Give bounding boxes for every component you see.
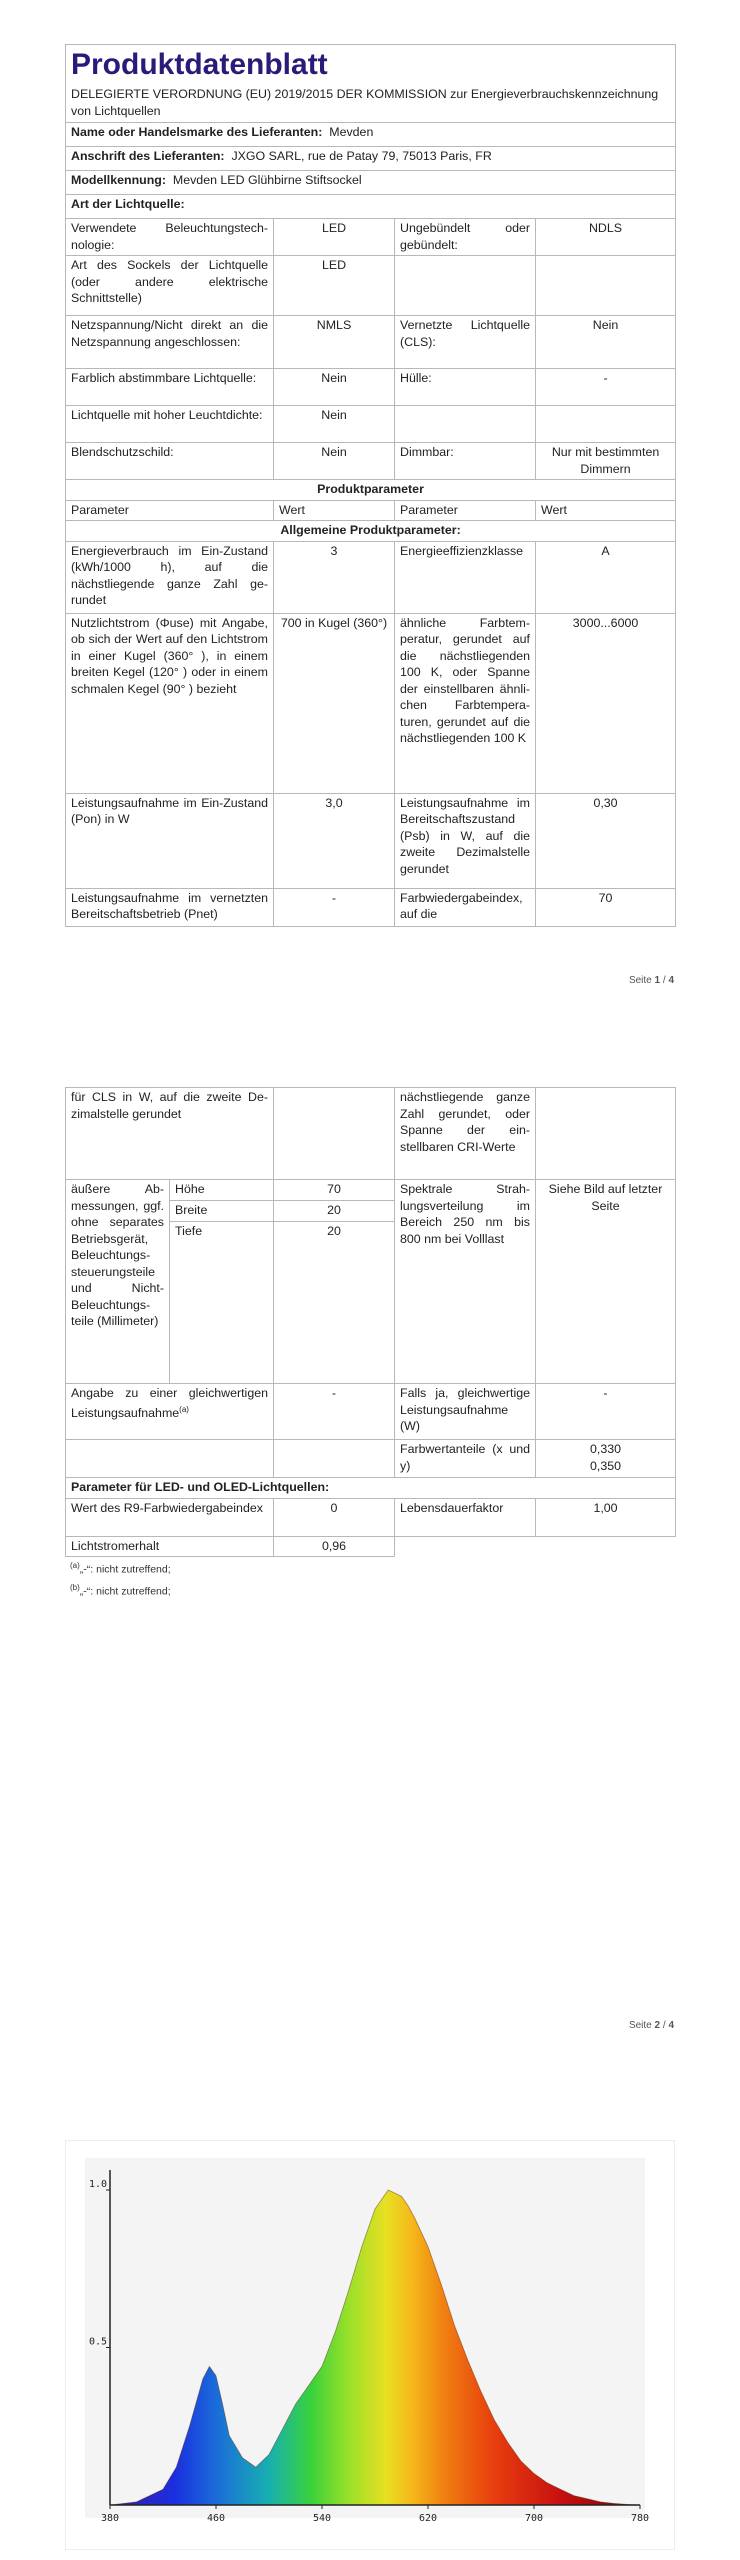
supplier-address-row bbox=[66, 147, 676, 171]
col-header-param: Parameter bbox=[66, 500, 274, 521]
x-tick-label: 700 bbox=[524, 2513, 544, 2524]
footnote-a: $^{(a)}$„-“: nicht zutreffend; bbox=[70, 1561, 171, 1576]
param-value: - bbox=[536, 369, 676, 406]
param-label: Art des Sockels der Lichtquelle (oder andere elektrische Schnittstelle) bbox=[66, 256, 274, 316]
doc-subtitle: DELEGIERTE VERORDNUNG (EU) 2019/2015 DER KOMMISSION zur Energieverbrauchskennzeichnung von Lichtquellen bbox=[71, 87, 659, 118]
supplier-address-label: Anschrift des Lieferanten: bbox=[71, 149, 225, 163]
param-value: 3 bbox=[274, 541, 395, 613]
param-value: 700 in Kugel (360°) bbox=[274, 613, 395, 793]
param-label: Hülle: bbox=[395, 369, 536, 406]
param-label bbox=[395, 406, 536, 443]
param-label: Energieverbrauch im Ein-Zustand (kWh/1000 h), auf die nächstliegende ganze Zahl gerundet bbox=[66, 541, 274, 613]
type-row bbox=[66, 369, 676, 406]
height-label: Höhe bbox=[170, 1180, 274, 1201]
spectral-label: Spektrale Strahlungsverteilung im Bereich 250 nm bis 800 nm bei Volllast bbox=[395, 1180, 536, 1384]
col-header-value: Wert bbox=[536, 500, 676, 521]
model-row bbox=[66, 171, 676, 195]
split-row-part-2 bbox=[66, 1088, 676, 1180]
param-label: Farbwiedergabeindex, auf die bbox=[395, 888, 536, 926]
param-value: - bbox=[274, 888, 395, 926]
param-value bbox=[536, 256, 676, 316]
page-number-1: Seite 1 / 4 bbox=[628, 975, 674, 986]
light-source-type-heading: Art der Lichtquelle: bbox=[66, 195, 676, 219]
param-label: Verwendete Beleuchtungstechnologie: bbox=[66, 219, 274, 256]
x-tick-label: 460 bbox=[206, 2513, 226, 2524]
param-label: ähnliche Farbtemperatur, gerundet auf die nächstliegenden 100 K, oder Spanne der einstellbaren ähnlichen Farbtemperaturen, gerundet auf die nächstliegenden 100 K bbox=[395, 613, 536, 793]
col-header-param: Parameter bbox=[395, 500, 536, 521]
r9-value: 0 bbox=[274, 1498, 395, 1536]
x-tick-label: 380 bbox=[100, 2513, 120, 2524]
param-label: Vernetzte Lichtquelle (CLS): bbox=[395, 316, 536, 369]
column-header-row bbox=[66, 500, 676, 521]
spectral-value: Siehe Bild auf letzter Seite bbox=[536, 1180, 676, 1384]
chroma-x: 0,330 bbox=[589, 1442, 621, 1456]
general-params-heading: Allgemeine Produktparameter: bbox=[66, 521, 676, 542]
x-tick-label: 540 bbox=[312, 2513, 332, 2524]
param-label: Blendschutzschild: bbox=[66, 443, 274, 480]
param-value-empty bbox=[274, 1088, 395, 1180]
general-row bbox=[66, 793, 676, 888]
supplier-name: Mevden bbox=[329, 125, 374, 139]
param-label bbox=[395, 256, 536, 316]
supplier-address: JXGO SARL, rue de Patay 79, 75013 Paris, FR bbox=[231, 149, 492, 163]
dimensions-row bbox=[66, 1180, 676, 1201]
equiv-value: - bbox=[274, 1384, 395, 1440]
param-label: Netzspannung/Nicht direkt an die Netzspannung angeschlossen: bbox=[66, 316, 274, 369]
general-row bbox=[66, 541, 676, 613]
param-value: 3,0 bbox=[274, 793, 395, 888]
col-header-value: Wert bbox=[274, 500, 395, 521]
depth-value: 20 bbox=[274, 1221, 395, 1383]
param-label: Lichtquelle mit hoher Leuchtdichte: bbox=[66, 406, 274, 443]
type-row bbox=[66, 256, 676, 316]
led-params-heading: Parameter für LED- und OLED-Lichtquellen: bbox=[66, 1478, 676, 1499]
lifetime-label: Lebensdauerfaktor bbox=[395, 1498, 536, 1536]
param-value: Nein bbox=[274, 406, 395, 443]
equiv-power-value: - bbox=[536, 1384, 676, 1440]
product-sheet-table-p1 bbox=[65, 44, 676, 927]
param-value: LED bbox=[274, 256, 395, 316]
page-2 bbox=[0, 1075, 740, 2035]
type-row bbox=[66, 406, 676, 443]
param-label: für CLS in W, auf die zweite Dezimalstelle gerundet bbox=[66, 1088, 274, 1180]
param-label: Leistungsaufnahme im Bereitschaftszustand (Psb) in W, auf die zweite Dezimalstelle gerundet bbox=[395, 793, 536, 888]
maint-value: 0,96 bbox=[274, 1536, 395, 1557]
dimensions-label: äußere Abmessungen, ggf. ohne separates Betriebsgerät, Beleuchtungssteuerungsteile und Nicht-Beleuchtungsteile (Millimeter) bbox=[66, 1180, 170, 1384]
equiv-power-label: Falls ja, gleichwertige Leistungsaufnahme (W) bbox=[395, 1384, 536, 1440]
lifetime-value: 1,00 bbox=[536, 1498, 676, 1536]
param-value-empty bbox=[274, 1440, 395, 1478]
doc-title: Produktdatenblatt bbox=[71, 48, 328, 81]
general-row bbox=[66, 613, 676, 793]
equiv-label: Angabe zu einer gleichwertigen Leistungsaufnahme$^{(a)}$ bbox=[66, 1384, 274, 1440]
page-1 bbox=[0, 0, 740, 1000]
footnotes bbox=[70, 1557, 171, 1600]
page-number-2: Seite 2 / 4 bbox=[628, 2020, 674, 2031]
y-tick-label: 0.5 bbox=[88, 2336, 107, 2348]
product-sheet-table-p2 bbox=[65, 1087, 676, 1557]
chroma-values bbox=[536, 1440, 676, 1478]
model: Mevden LED Glühbirne Stiftsockel bbox=[172, 173, 362, 187]
type-row bbox=[66, 219, 676, 256]
param-label: Energieeffizienzklasse bbox=[395, 541, 536, 613]
param-value: 3000...6000 bbox=[536, 613, 676, 793]
equiv-row bbox=[66, 1384, 676, 1440]
param-label: Leistungsaufnahme im Ein-Zustand (Pon) in W bbox=[66, 793, 274, 888]
footnote-b: $^{(b)}$„-“: nicht zutreffend; bbox=[70, 1582, 171, 1597]
led-row bbox=[66, 1498, 676, 1536]
param-value: Nein bbox=[274, 369, 395, 406]
spectral-distribution-chart bbox=[65, 2140, 675, 2550]
param-value: Nein bbox=[274, 443, 395, 480]
supplier-name-label: Name oder Handelsmarke des Lieferanten: bbox=[71, 125, 323, 139]
page-3 bbox=[0, 2110, 740, 2560]
chroma-y: 0,350 bbox=[589, 1458, 621, 1473]
param-label: Ungebündelt oder gebündelt: bbox=[395, 219, 536, 256]
param-value: NMLS bbox=[274, 316, 395, 369]
height-value: 70 bbox=[274, 1180, 395, 1201]
maint-label: Lichtstromerhalt bbox=[66, 1536, 274, 1557]
width-label: Breite bbox=[170, 1200, 274, 1221]
param-value: LED bbox=[274, 219, 395, 256]
supplier-name-row bbox=[66, 123, 676, 147]
param-label: nächstliegende ganze Zahl gerundet, oder Spanne der einstellbaren CRI-Werte bbox=[395, 1088, 536, 1180]
r9-label: Wert des R9-Farbwiedergabeindex bbox=[66, 1498, 274, 1536]
param-value: Nein bbox=[536, 316, 676, 369]
width-value: 20 bbox=[274, 1200, 395, 1221]
param-label: Leistungsaufnahme im vernetzten Bereitschaftsbetrieb (Pnet) bbox=[66, 888, 274, 926]
title-cell bbox=[66, 45, 676, 123]
type-row bbox=[66, 443, 676, 480]
param-label-empty bbox=[66, 1440, 274, 1478]
product-params-heading: Produktparameter bbox=[66, 480, 676, 501]
type-row bbox=[66, 316, 676, 369]
depth-label: Tiefe bbox=[170, 1221, 274, 1383]
param-value bbox=[536, 406, 676, 443]
led-row bbox=[66, 1536, 676, 1557]
param-value: 0,30 bbox=[536, 793, 676, 888]
x-tick-label: 780 bbox=[630, 2513, 650, 2524]
param-value: NDLS bbox=[536, 219, 676, 256]
y-tick-label: 1.0 bbox=[88, 2179, 107, 2190]
chroma-row bbox=[66, 1440, 676, 1478]
split-row-part-1 bbox=[66, 888, 676, 926]
x-tick-label: 620 bbox=[418, 2513, 438, 2524]
param-value: 70 bbox=[536, 888, 676, 926]
chroma-label: Farbwertanteile (x und y) bbox=[395, 1440, 536, 1478]
param-value: A bbox=[536, 541, 676, 613]
param-label: Dimmbar: bbox=[395, 443, 536, 480]
param-label: Nutzlichtstrom (Φuse) mit Angabe, ob sich der Wert auf den Lichtstrom in einer Kugel (360° ), in einem breiten Kegel (120° ) oder in einem schmalen Kegel (90° ) bezieht bbox=[66, 613, 274, 793]
param-value: Nur mit bestimmten Dimmern bbox=[536, 443, 676, 480]
param-label: Farblich abstimmbare Lichtquelle: bbox=[66, 369, 274, 406]
param-value-empty bbox=[536, 1088, 676, 1180]
model-label: Modellkennung: bbox=[71, 173, 166, 187]
